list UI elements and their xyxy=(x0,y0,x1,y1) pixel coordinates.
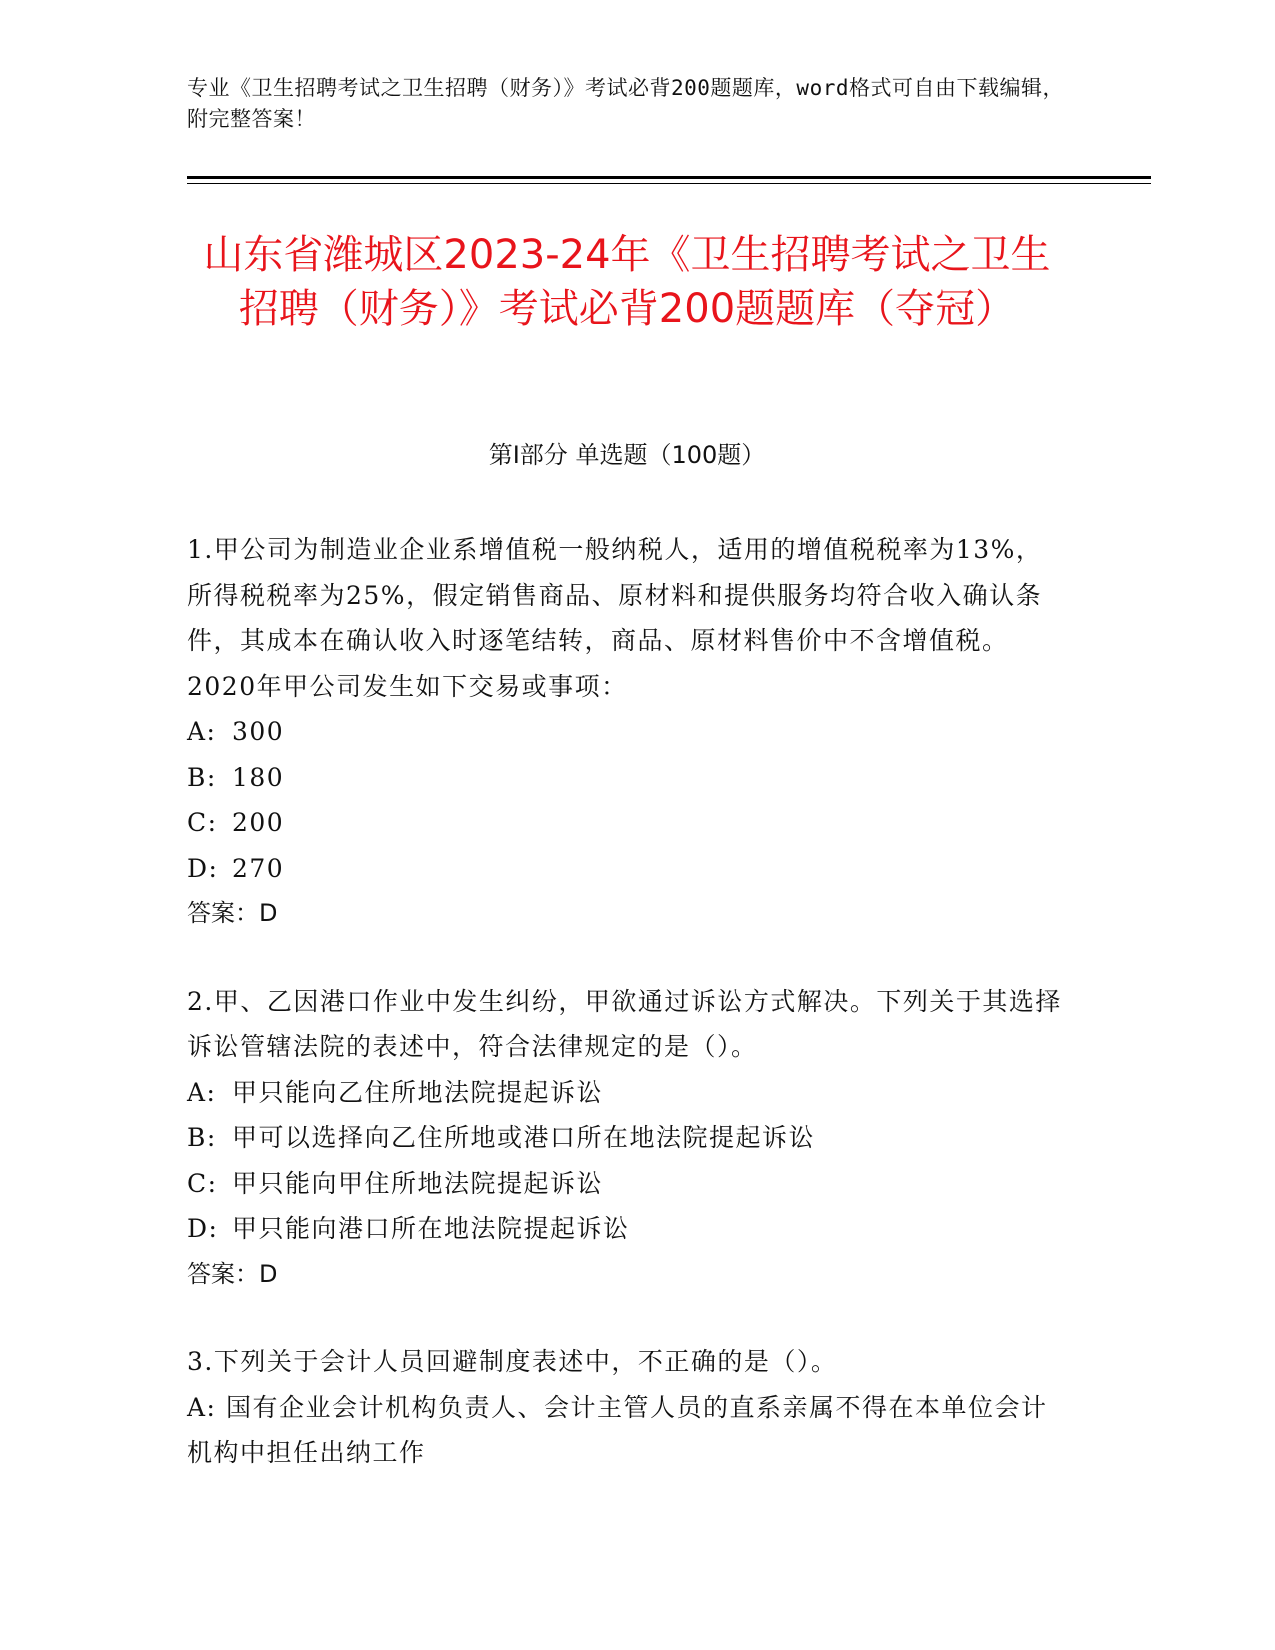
option-text: 180 xyxy=(232,762,285,792)
option-text: 甲只能向乙住所地法院提起诉讼 xyxy=(232,1077,604,1107)
option-text: 270 xyxy=(232,853,285,883)
option-d xyxy=(187,1206,1067,1252)
option-c xyxy=(187,1161,1067,1207)
header-note: 专业《卫生招聘考试之卫生招聘（财务）》考试必背200题题库，word格式可自由下载编辑，附完整答案！ xyxy=(187,76,1064,131)
option-letter: B: xyxy=(187,762,217,792)
option-b xyxy=(187,755,1067,801)
question-stem: 1.甲公司为制造业企业系增值税一般纳税人，适用的增值税税率为13%，所得税税率为25%，假定销售商品、原材料和提供服务均符合收入确认条件，其成本在确认收入时逐笔结转，商品、原材料售价中不含增值税。2020年甲公司发生如下交易或事项： xyxy=(187,535,1043,701)
section-heading: 第I部分 单选题（100题） xyxy=(488,441,766,469)
header-divider-thin xyxy=(187,183,1151,184)
option-letter: B: xyxy=(187,1123,217,1152)
option-a xyxy=(187,709,1067,755)
option-b xyxy=(187,1115,1067,1161)
answer-line: 答案：D xyxy=(187,1259,278,1288)
question-stem: 2.甲、乙因港口作业中发生纠纷，甲欲通过诉讼方式解决。下列关于其选择诉讼管辖法院的表述中，符合法律规定的是（）。 xyxy=(187,986,1062,1061)
option-a xyxy=(187,1070,1067,1116)
option-text: 甲可以选择向乙住所地或港口所在地法院提起诉讼 xyxy=(232,1123,816,1152)
question-1 xyxy=(187,527,1067,937)
question-stem: 3.下列关于会计人员回避制度表述中，不正确的是（）。 xyxy=(187,1347,838,1376)
document-title: 山东省潍城区2023-24年《卫生招聘考试之卫生招聘（财务）》考试必背200题题库（夺冠） xyxy=(203,232,1051,332)
option-text: 300 xyxy=(232,717,285,746)
question-2 xyxy=(187,979,1067,1298)
option-letter: C: xyxy=(187,808,218,837)
option-letter: A: xyxy=(187,1077,217,1107)
question-list xyxy=(187,527,1067,1518)
header-divider-thick xyxy=(187,176,1151,179)
answer-line: 答案：D xyxy=(187,899,278,927)
option-a xyxy=(187,1385,1067,1476)
option-letter: D: xyxy=(187,1214,219,1243)
option-letter: D: xyxy=(187,853,219,883)
option-letter: A: xyxy=(187,717,217,746)
option-text: 甲只能向港口所在地法院提起诉讼 xyxy=(232,1214,630,1243)
option-text: 甲只能向甲住所地法院提起诉讼 xyxy=(232,1168,604,1198)
option-letter: A: xyxy=(187,1392,217,1422)
option-text: 国有企业会计机构负责人、会计主管人员的直系亲属不得在本单位会计机构中担任出纳工作 xyxy=(187,1392,1048,1467)
option-letter: C: xyxy=(187,1168,218,1198)
question-3 xyxy=(187,1339,1067,1476)
option-text: 200 xyxy=(232,808,285,837)
option-c xyxy=(187,800,1067,846)
option-d xyxy=(187,846,1067,892)
